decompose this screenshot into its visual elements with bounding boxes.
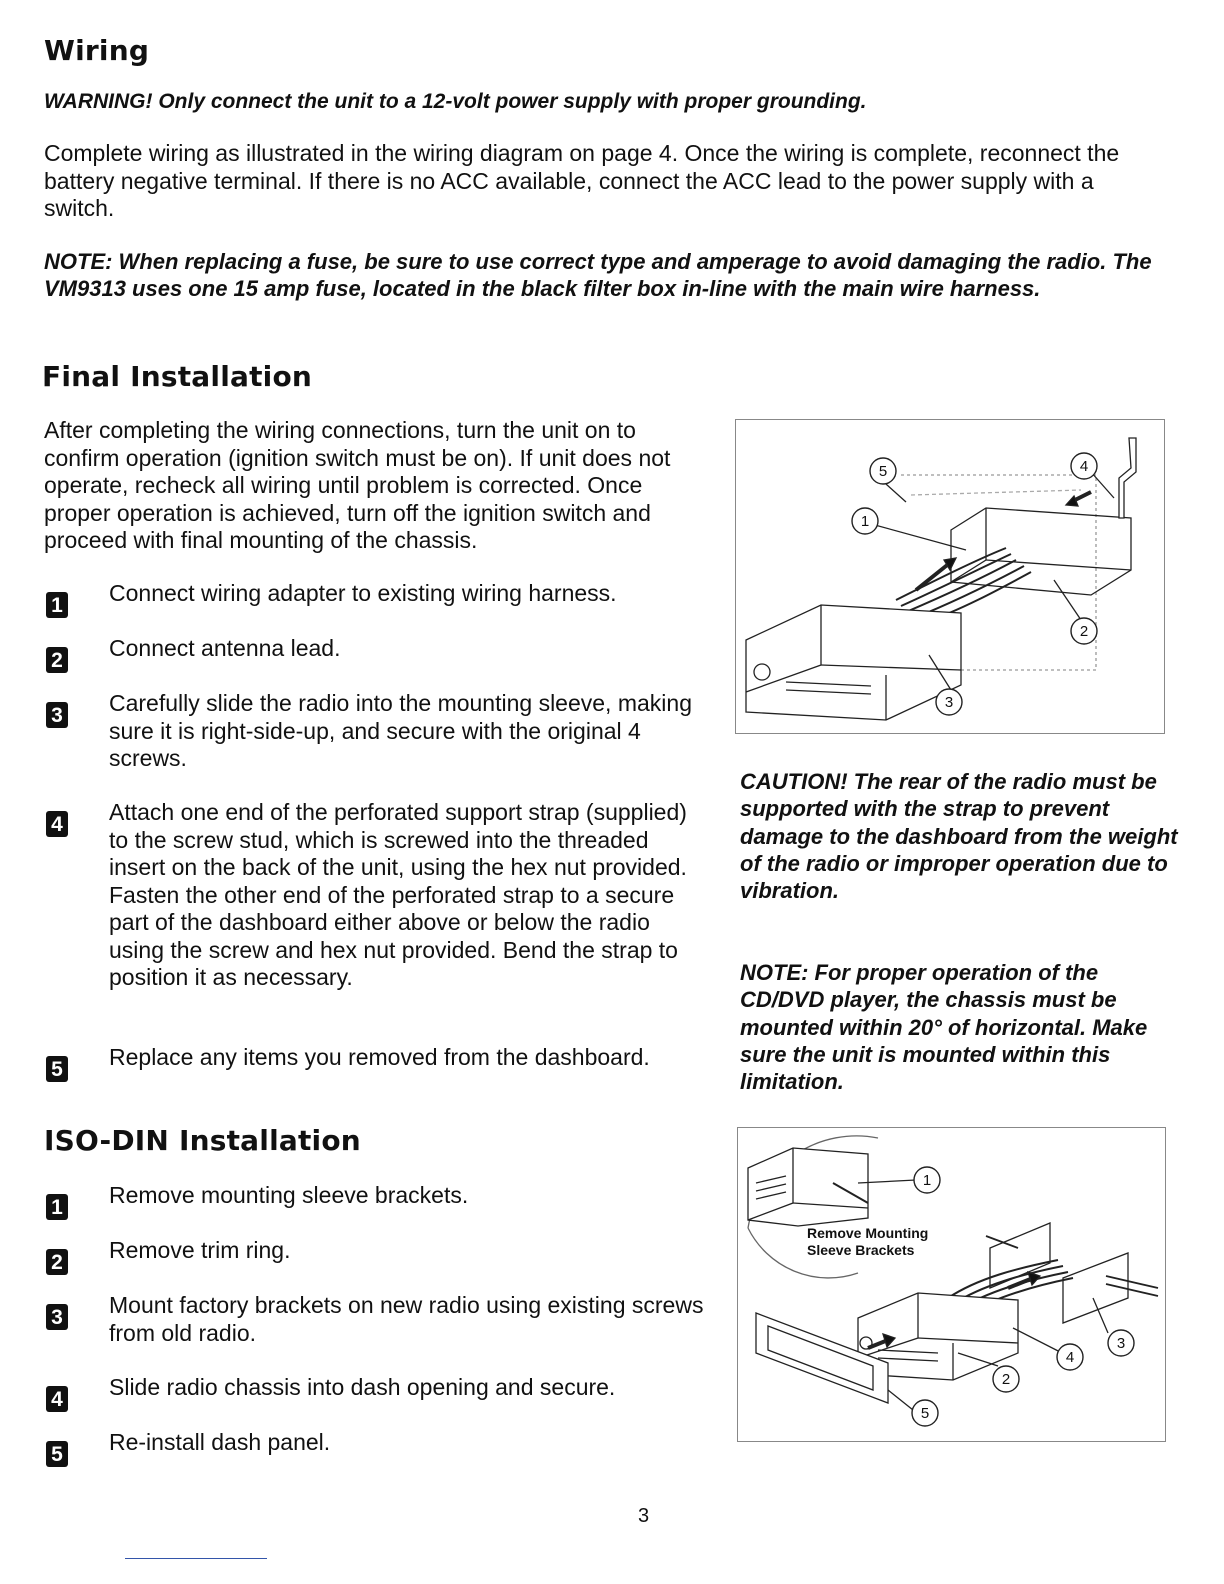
horizontal-mount-note: NOTE: For proper operation of the CD/DVD player, the chassis must be mounted within 20° of horizontal. Make sure the unit is mounted within this limitation. [740,960,1148,1095]
callout-2-label: 2 [1079,623,1089,640]
callout-5-label: 5 [878,463,888,480]
page-number: 3 [638,1505,650,1527]
iso-din-figure [737,1127,1166,1442]
step-text: Slide radio chassis into dash opening and secure. [109,1374,616,1400]
step-number-badge: 1 [46,592,68,618]
wiring-note: NOTE: When replacing a fuse, be sure to use correct type and amperage to avoid damaging the radio. The VM9313 uses one 15 amp fuse, located in the black filter box in-line with the main wire harness. [44,249,1152,301]
callout-5-label: 5 [920,1405,930,1422]
step-number-badge: 3 [46,702,68,728]
step-text: Connect wiring adapter to existing wiring harness. [109,580,617,606]
step-number-badge: 4 [46,811,68,837]
step-text: Connect antenna lead. [109,635,341,661]
footer-rule [125,1558,267,1559]
wiring-heading: Wiring [44,34,150,67]
mounting-sleeve-figure [735,419,1165,734]
step-text: Remove mounting sleeve brackets. [109,1182,469,1208]
step-number-badge: 5 [46,1441,68,1467]
iso-din-illustration [738,1128,1165,1441]
remove-brackets-label-line2: Sleeve Brackets [807,1242,915,1258]
callout-2-label: 2 [1001,1371,1011,1388]
step-number-badge: 2 [46,1249,68,1275]
wiring-warning: WARNING! Only connect the unit to a 12-volt power supply with proper grounding. [44,90,867,113]
callout-3-label: 3 [1116,1335,1126,1352]
mounting-sleeve-illustration [736,420,1164,733]
callout-4-label: 4 [1079,458,1089,475]
step-number-badge: 5 [46,1056,68,1082]
step-text: Mount factory brackets on new radio using existing screws from old radio. [109,1292,704,1346]
step-number-badge: 2 [46,647,68,673]
callout-1-label: 1 [860,513,870,530]
callout-3-label: 3 [944,694,954,711]
step-text: Remove trim ring. [109,1237,291,1263]
caution-note: CAUTION! The rear of the radio must be supported with the strap to prevent damage to the dashboard from the weight of the radio or improper operation due to vibration. [740,769,1178,904]
remove-brackets-label-line1: Remove Mounting [807,1225,929,1241]
step-number-badge: 3 [46,1304,68,1330]
step-text: Re-install dash panel. [109,1429,331,1455]
step-number-badge: 4 [46,1386,68,1412]
callout-4-label: 4 [1065,1349,1075,1366]
iso-din-heading: ISO-DIN Installation [44,1124,361,1157]
final-installation-intro: After completing the wiring connections, turn the unit on to confirm operation (ignition switch must be on). If unit does not operate, recheck all wiring until problem is corrected. Once proper operation is achieved, turn off the ignition switch and proceed with final mounting of the chassis. [44,417,671,553]
step-number-badge: 1 [46,1194,68,1220]
wiring-body: Complete wiring as illustrated in the wiring diagram on page 4. Once the wiring is complete, reconnect the battery negative terminal. If there is no ACC available, connect the ACC lead to the power supply with a switch. [44,140,1120,221]
step-text: Attach one end of the perforated support strap (supplied) to the screw stud, which is screwed into the threaded insert on the back of the unit, using the hex nut provided. Fasten the other end of the perforated strap to a secure part of the dashboard either above or below the radio using the screw and hex nut provided. Bend the strap to position it as necessary. [109,799,687,990]
callout-1-label: 1 [922,1172,932,1189]
step-text: Replace any items you removed from the dashboard. [109,1044,650,1070]
step-text: Carefully slide the radio into the mounting sleeve, making sure it is right-side-up, and secure with the original 4 screws. [109,690,692,771]
final-installation-heading: Final Installation [42,360,313,393]
